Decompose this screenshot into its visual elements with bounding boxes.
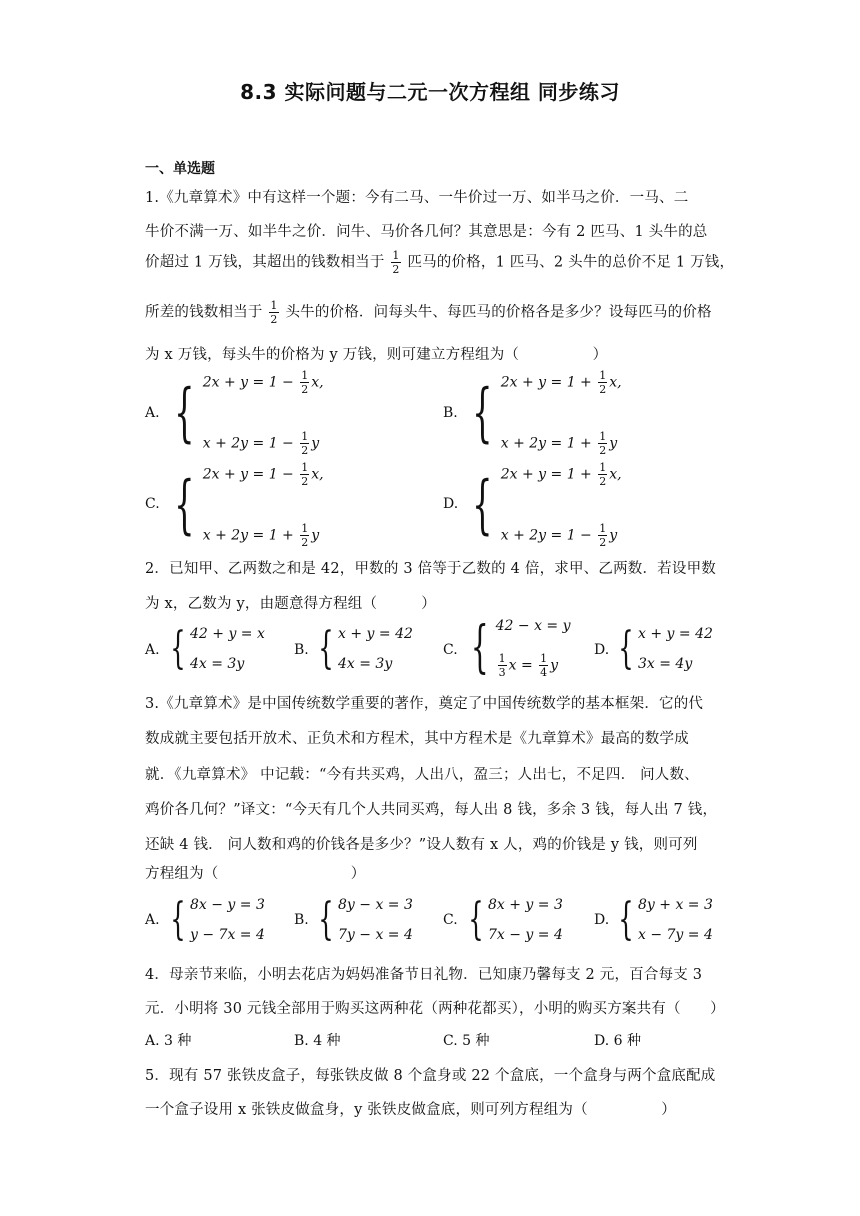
fraction: $\frac{1}{2}$ [392,249,400,276]
text-segment: 头牛的价格．问每头牛、每匹马的价格各是多少？设每匹马的价格 [285,304,712,321]
section-heading: 一、单选题 [145,161,215,177]
text-segment: 所差的钱数相当于 [145,304,263,321]
option-label: D. [594,642,610,658]
question-text: 1.《九章算术》中有这样一个题：今有二马、一牛价过一万、如半马之价．一马、二 [145,190,689,206]
question-text: 牛价不满一万、如半牛之价．问牛、马价各几何？其意思是：今有 2 匹马、1 头牛的总 [145,224,708,240]
question-text: 方程组为（ ） [145,866,366,882]
question-text: 为 x 万钱，每头牛的价格为 y 万钱，则可建立方程组为（ ） [145,347,608,363]
equation-system: { 42 + y = x 4x = 3y [170,623,265,674]
fraction: $\frac{1}{2}$ [270,299,278,326]
equation-system: { x + y = 42 4x = 3y [318,623,413,674]
option-label: A. [145,405,160,421]
question-text: 5．现有 57 张铁皮盒子，每张铁皮做 8 个盒身或 22 个盒底，一个盒身与两个盒底配成 [145,1068,716,1084]
text-segment: 价超过 1 万钱，其超出的钱数相当于 [145,254,385,271]
equation-system: { 8y + x = 3 x − 7y = 4 [618,894,713,945]
option-label: B. [294,642,309,658]
option-label: B. [443,405,458,421]
equation-system: { 8x − y = 3 y − 7x = 4 [170,894,265,945]
option-b[interactable]: B. 4 种 [294,1033,341,1049]
question-text [145,250,734,275]
option-label: B. [294,912,309,928]
brace-icon: { [318,623,334,674]
brace-icon: { [174,468,195,542]
question-text: 4．母亲节来临，小明去花店为妈妈准备节日礼物．已知康乃馨每支 2 元，百合每支 3 [145,967,703,983]
option-label: D. [594,912,610,928]
equation-system: { 8x + y = 3 7x − y = 4 [468,894,563,945]
brace-icon: { [174,376,195,450]
option-d[interactable]: D. 6 种 [594,1033,641,1049]
brace-icon: { [618,894,634,945]
text-segment: 匹马的价格，1 匹马、2 头牛的总价不足 1 万钱， [407,254,735,271]
question-text: 鸡价各几何？”译文：“今天有几个人共同买鸡，每人出 8 钱，多余 3 钱，每人出 7 钱， [145,802,718,818]
question-text: 还缺 4 钱． 问人数和鸡的价钱各是多少？”设人数有 x 人，鸡的价钱是 y 钱，则可列 [145,837,698,853]
question-text: 一个盒子设用 x 张铁皮做盒身，y 张铁皮做盒底，则可列方程组为（ ） [145,1102,676,1118]
equation-system: { 2x + y = 1 − $\frac{1}{2}$ x, x + 2y = 1 − $\frac{1}{2}$ y [174,369,324,457]
option-label: C. [443,642,458,658]
brace-icon: { [170,894,186,945]
question-text: 就．《九章算术》 中记载：“今有共买鸡，人出八，盈三；人出七，不足四． 问人数、 [145,767,699,783]
brace-icon: { [468,894,484,945]
question-text: 数成就主要包括开放术、正负术和方程术，其中方程术是《九章算术》最高的数学成 [145,731,689,747]
brace-icon: { [618,623,634,674]
equation-system: { 8y − x = 3 7y − x = 4 [318,894,413,945]
equation-system: { 2x + y = 1 + $\frac{1}{2}$ x, x + 2y = 1 + $\frac{1}{2}$ y [472,369,622,457]
option-c[interactable]: C. 5 种 [443,1033,490,1049]
equation-system: { 2x + y = 1 + $\frac{1}{2}$ x, x + 2y = 1 − $\frac{1}{2}$ y [472,461,622,549]
brace-icon: { [472,376,493,450]
option-label: A. [145,642,160,658]
brace-icon: { [170,623,186,674]
equation-system: { 42 − x = y $\frac{1}{3}$ x = $\frac{1}{4}$ y [470,615,571,680]
page-title: 8.3 实际问题与二元一次方程组 同步练习 [240,80,620,104]
question-text: 为 x，乙数为 y，由题意得方程组（ ） [145,596,436,612]
option-label: D. [443,496,459,512]
brace-icon: { [318,894,334,945]
equation-system: { x + y = 42 3x = 4y [618,623,713,674]
question-text: 2．已知甲、乙两数之和是 42，甲数的 3 倍等于乙数的 4 倍，求甲、乙两数．若设甲数 [145,561,716,577]
question-text [145,300,712,325]
option-label: C. [443,912,458,928]
option-label: C. [145,496,160,512]
brace-icon: { [470,615,489,680]
equation-system: { 2x + y = 1 − $\frac{1}{2}$ x, x + 2y = 1 + $\frac{1}{2}$ y [174,461,324,549]
option-label: A. [145,912,160,928]
brace-icon: { [472,468,493,542]
question-text: 3.《九章算术》是中国传统数学重要的著作，奠定了中国传统数学的基本框架．它的代 [145,696,704,712]
option-a[interactable]: A. 3 种 [145,1033,192,1049]
question-text: 元．小明将 30 元钱全部用于购买这两种花（两种花都买），小明的购买方案共有（ ） [145,1001,725,1017]
